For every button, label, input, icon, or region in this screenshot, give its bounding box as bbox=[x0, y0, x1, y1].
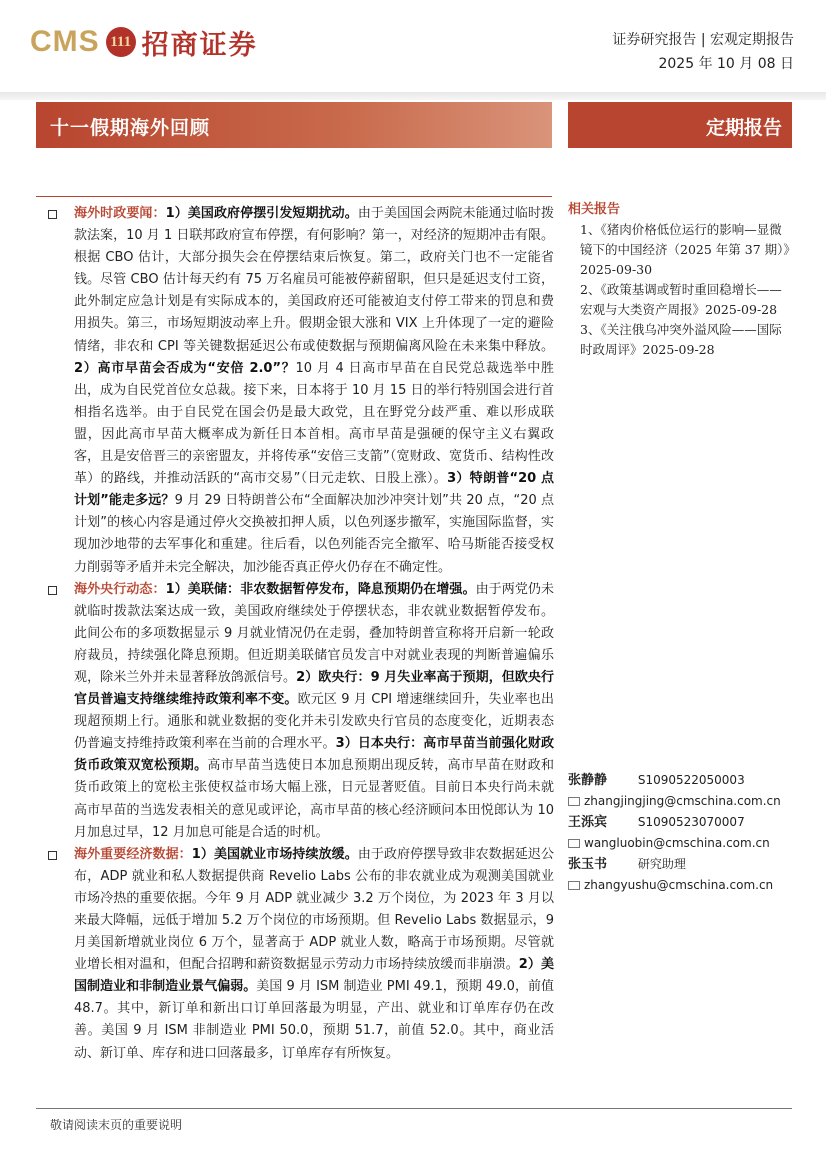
email-icon bbox=[568, 797, 580, 806]
footer-divider bbox=[36, 1108, 792, 1109]
related-item[interactable]: 3、《关注俄乌冲突外溢风险——国际时政周评》2025-09-28 bbox=[580, 322, 782, 357]
analyst-email[interactable]: zhangjingjing@cmschina.com.cn bbox=[584, 794, 781, 808]
logo-latin: CMS bbox=[30, 25, 100, 58]
section-label: 海外重要经济数据： bbox=[74, 846, 192, 862]
analyst-email[interactable]: zhangyushu@cmschina.com.cn bbox=[584, 878, 774, 892]
analyst-row bbox=[568, 812, 792, 833]
content-divider bbox=[36, 196, 552, 197]
analyst-cert: 研究助理 bbox=[637, 857, 686, 871]
section-text: 9 月 29 日特朗普公布“全面解决加沙冲突计划”共 20 点，“20 点计划”的核心内容是通过停火交换被扣押人质，以色列逐步撤军，实施国际监督，实现加沙地带的去军事化和重建。往后看，以色列能否完全撤军、哈马斯能否接受权力削弱等矛盾并未完全解决，加沙能否真正停火仍存在不确定性。 bbox=[74, 493, 554, 575]
title-banner bbox=[36, 102, 552, 148]
main-content bbox=[48, 203, 554, 1065]
report-meta bbox=[612, 28, 794, 76]
analyst-cert: S1090523070007 bbox=[637, 815, 745, 829]
analyst-row bbox=[568, 770, 792, 791]
section-text: 由于政府停摆导致非农数据延迟公布，ADP 就业和私人数据提供商 Revelio Labs 公布的非农就业成为观测美国就业市场冷热的重要依据。今年 9 月 ADP 就业减少 3.2 万个岗位，为 2023 年 3 月以来最大降幅，远低于增加 5.2 万个岗位的市场预期。但 Revelio Labs 数据显示，9 月美国新增就业岗位 6 万个，显著高于 ADP 就业人数，略高于市场预期。尽管就业增长相对温和，但配合招聘和薪资数据显示劳动力市场持续放缓而非崩溃。 bbox=[74, 846, 554, 973]
section-text: 美国 9 月 ISM 制造业 PMI 49.1，预期 49.0，前值 48.7。其中，新订单和新出口订单回落最为明显，产出、就业和订单库存仍在改善。美国 9 月 ISM 非制造业 PMI 50.0，预期 51.7，前值 52.0。其中，商业活动、新订单、库存和进口回落最多，订单库存有所恢复。 bbox=[74, 979, 554, 1061]
analyst-cert: S1090522050003 bbox=[637, 773, 745, 787]
section-text: 由于美国国会两院未能通过临时拨款法案，10 月 1 日联邦政府宣布停摆，有何影响？第一，对经济的短期冲击有限。根据 CBO 估计，大部分损失会在停摆结束后恢复。第二，政府关门也不一定能省钱。尽管 CBO 估计每天约有 75 万名雇员可能被停薪留职，但只是延迟支付工资，此外制定应急计划是有实际成本的，美国政府还可能被迫支付停工带来的罚息和费用损失。第三，市场短期波动率上升。假期金银大涨和 VIX 上升体现了一定的避险情绪，非农和 CPI 等关键数据延迟公布或使数据与预期偏离风险在未来集中释放。 bbox=[74, 206, 554, 354]
related-title: 相关报告 bbox=[568, 202, 621, 217]
analyst-name: 王泺宾 bbox=[568, 815, 608, 830]
section-heading: 1）美联储：非农数据暂停发布，降息预期仍在增强。 bbox=[165, 581, 476, 597]
section-heading: 1）美国就业市场持续放缓。 bbox=[191, 846, 358, 862]
analyst-email-row[interactable] bbox=[568, 875, 792, 896]
analyst-list bbox=[568, 770, 792, 896]
bullet-square-icon bbox=[48, 586, 57, 595]
section-bullet bbox=[48, 844, 554, 1065]
analyst-name: 张玉书 bbox=[568, 857, 608, 872]
bullet-square-icon bbox=[48, 851, 57, 860]
footer-note: 敬请阅读末页的重要说明 bbox=[50, 1118, 183, 1132]
tag-banner bbox=[568, 102, 792, 148]
header-divider bbox=[0, 92, 826, 100]
section-text: 高市早苗当选使日本加息预期出现反转，高市早苗在财政和货币政策上的宽松主张使权益市场大幅上涨，日元显著贬值。目前日本央行尚未就高市早苗的当选发表相关的意见或评论，高市早苗的核心经济顾问本田悦郎认为 10 月加息过早，12 月加息可能是合适的时机。 bbox=[74, 758, 554, 840]
report-tag: 定期报告 bbox=[705, 117, 782, 139]
section-heading: 3）日本央行：高市早苗当前强化财政货币政策双宽松预期。 bbox=[74, 736, 554, 774]
section-text: 由于两党仍未就临时拨款法案达成一致，美国政府继续处于停摆状态，非农就业数据暂停发布。此间公布的多项数据显示 9 月就业情况仍在走弱，叠加特朗普宣称将开启新一轮政府裁员，持续强化降息预期。但近期美联储官员发言中对就业表现的判断普遍偏乐观，除米兰外并未显著释放鸽派信号。 bbox=[74, 581, 554, 685]
section-label: 海外时政要闻： bbox=[74, 206, 166, 221]
analyst-email[interactable]: wangluobin@cmschina.com.cn bbox=[584, 836, 770, 850]
section-text: 欧元区 9 月 CPI 增速继续回升，失业率也出现超预期上行。通胀和就业数据的变化并未引发欧央行官员的态度变化，近期表态仍普遍支持维持政策利率在当前的合理水平。 bbox=[74, 692, 554, 752]
email-icon bbox=[568, 839, 580, 848]
analyst-email-row[interactable] bbox=[568, 791, 792, 812]
section-heading: 1）美国政府停摆引发短期扰动。 bbox=[165, 206, 358, 221]
email-icon bbox=[568, 881, 580, 890]
section-heading: 2）高市早苗会否成为“安倍 2.0”？ bbox=[74, 360, 296, 376]
related-item[interactable]: 1、《猪肉价格低位运行的影响—显微镜下的中国经济（2025 年第 37 期）》2025-09-30 bbox=[580, 222, 790, 277]
report-type: 证券研究报告 | 宏观定期报告 bbox=[612, 32, 794, 48]
section-heading: 3）特朗普“20 点计划”能走多远？ bbox=[74, 471, 554, 509]
report-date: 2025 年 10 月 08 日 bbox=[658, 56, 794, 72]
section-text: 10 月 4 日高市早苗在自民党总裁选举中胜出，成为自民党首位女总裁。接下来，日本将于 10 月 15 日的举行特别国会进行首相指名选举。由于自民党在国会仍是最大政党，且在野党分歧严重、难以形成联盟，因此高市早苗大概率成为新任日本首相。高市早苗是强硬的保守主义右翼政客，且是安倍晋三的亲密盟友，并将传承“安倍三支箭”（宽财政、宽货币、结构性改革）的路线，并推动活跃的“高市交易”（日元走软、日股上涨）。 bbox=[74, 360, 554, 487]
section-label: 海外央行动态： bbox=[74, 581, 166, 597]
company-logo bbox=[30, 22, 258, 62]
analyst-name: 张静静 bbox=[568, 773, 608, 788]
related-reports bbox=[568, 200, 792, 360]
section-heading: 2）欧央行：9 月失业率高于预期，但欧央行官员普遍支持继续维持政策利率不变。 bbox=[74, 669, 554, 708]
analyst-row bbox=[568, 854, 792, 875]
logo-emblem-icon: 111 bbox=[106, 27, 136, 57]
bullet-square-icon bbox=[48, 210, 57, 219]
section-bullet bbox=[48, 203, 554, 579]
page-title: 十一假期海外回顾 bbox=[50, 117, 211, 139]
logo-chinese: 招商证券 bbox=[141, 29, 258, 61]
section-heading: 2）美国制造业和非制造业景气偏弱。 bbox=[74, 957, 554, 995]
section-bullet bbox=[48, 579, 554, 844]
analyst-email-row[interactable] bbox=[568, 833, 792, 854]
related-item[interactable]: 2、《政策基调或暂时重回稳增长——宏观与大类资产周报》2025-09-28 bbox=[580, 282, 782, 317]
